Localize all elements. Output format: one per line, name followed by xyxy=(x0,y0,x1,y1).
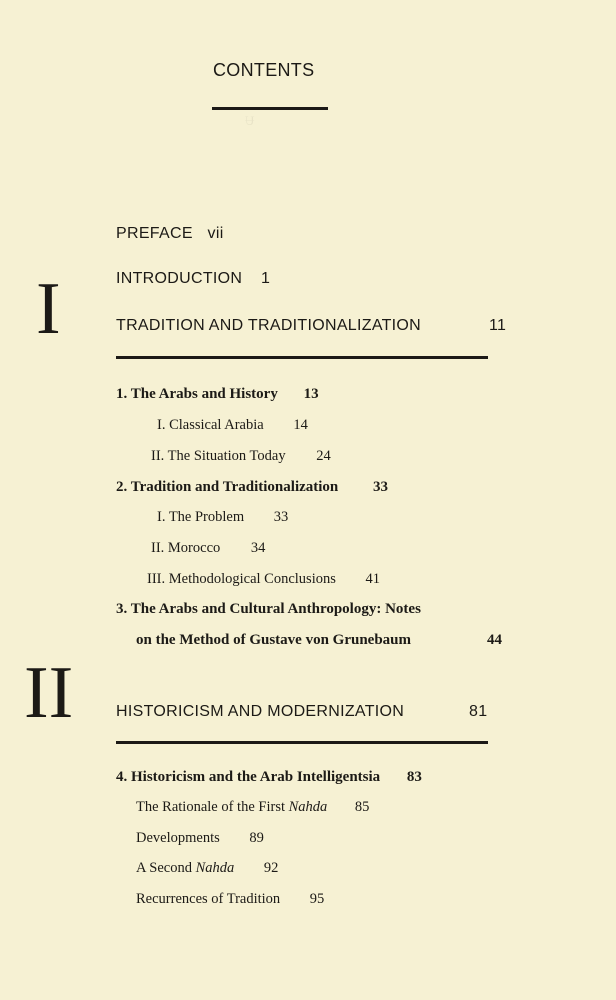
part-1-rule xyxy=(116,356,488,359)
section-page: 41 xyxy=(365,571,381,587)
part-2-rule xyxy=(116,741,488,744)
section-label: Recurrences of Tradition xyxy=(136,891,281,907)
section-page: 92 xyxy=(263,860,279,876)
part-2-title[interactable]: HISTORICISM AND MODERNIZATION xyxy=(116,703,405,720)
section-label: II. Morocco xyxy=(151,540,221,556)
section-page: 33 xyxy=(273,509,289,525)
toc-section-4-3[interactable] xyxy=(136,860,278,877)
toc-preface-page: vii xyxy=(207,225,224,242)
show-through-text: Ʉ xyxy=(245,113,255,128)
toc-section-2-3[interactable] xyxy=(147,571,380,588)
toc-introduction[interactable] xyxy=(116,270,270,288)
toc-section-4-2[interactable] xyxy=(136,830,264,847)
chapter-4-page: 83 xyxy=(406,769,422,785)
section-page: 34 xyxy=(250,540,266,556)
section-label: II. The Situation Today xyxy=(151,448,286,464)
chapter-2-page: 33 xyxy=(373,479,389,495)
title-underline xyxy=(212,107,328,110)
part-1-title[interactable]: TRADITION AND TRADITIONALIZATION xyxy=(116,317,422,334)
chapter-4-label: 4. Historicism and the Arab Intelligentsia xyxy=(116,769,381,785)
chapter-1-page: 13 xyxy=(303,386,319,402)
toc-section-4-1[interactable] xyxy=(136,799,369,816)
section-page: 89 xyxy=(249,830,264,846)
page-title: CONTENTS xyxy=(213,60,315,80)
part-2-numeral: II xyxy=(24,652,74,734)
toc-section-1-1[interactable] xyxy=(157,417,308,434)
toc-chapter-1[interactable] xyxy=(116,386,319,403)
toc-preface-label: PREFACE xyxy=(116,225,193,242)
section-label: I. Classical Arabia xyxy=(157,417,264,433)
toc-section-4-4[interactable] xyxy=(136,891,324,908)
part-2-page: 81 xyxy=(469,703,488,720)
part-1-page: 11 xyxy=(489,317,507,334)
section-label: The Rationale of the First Nahda xyxy=(136,799,328,815)
toc-preface[interactable] xyxy=(116,225,224,243)
toc-chapter-3-line-1[interactable]: 3. The Arabs and Cultural Anthropology: Notes xyxy=(116,601,421,617)
section-label: III. Methodological Conclusions xyxy=(147,571,336,587)
toc-introduction-label: INTRODUCTION xyxy=(116,270,243,287)
chapter-3-page: 44 xyxy=(487,632,502,648)
section-label: I. The Problem xyxy=(157,509,245,525)
toc-chapter-4[interactable] xyxy=(116,769,422,786)
toc-section-1-2[interactable] xyxy=(151,448,331,465)
toc-chapter-3-line-2[interactable]: on the Method of Gustave von Grunebaum xyxy=(136,632,412,648)
section-page: 85 xyxy=(354,799,370,815)
part-1-numeral: I xyxy=(36,268,61,350)
section-page: 14 xyxy=(293,417,308,433)
toc-section-2-2[interactable] xyxy=(151,540,265,557)
chapter-2-label: 2. Tradition and Traditionalization xyxy=(116,479,339,495)
chapter-1-label: 1. The Arabs and History xyxy=(116,386,278,402)
toc-introduction-page: 1 xyxy=(261,270,271,287)
section-page: 24 xyxy=(316,448,331,464)
toc-section-2-1[interactable] xyxy=(157,509,288,526)
toc-chapter-2[interactable] xyxy=(116,479,388,496)
section-page: 95 xyxy=(309,891,325,907)
section-label: A Second Nahda xyxy=(136,860,235,876)
section-label: Developments xyxy=(136,830,220,846)
